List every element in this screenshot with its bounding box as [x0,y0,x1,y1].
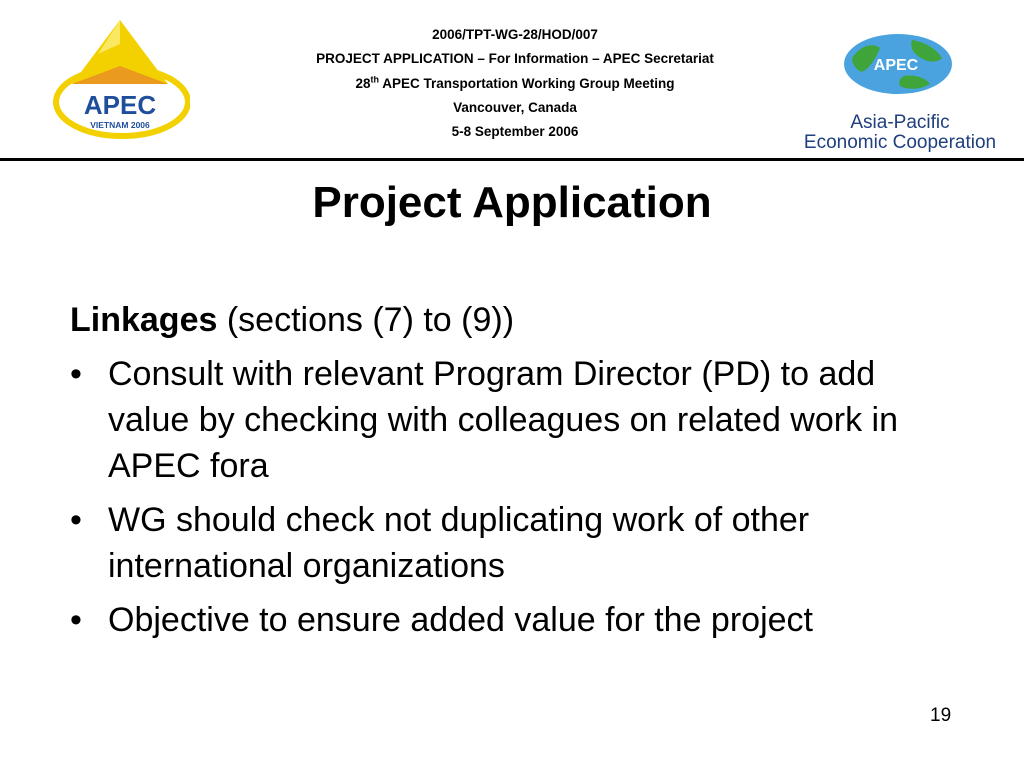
bullet-item [70,597,950,643]
bullet-item [70,497,950,589]
apec-name-line1: Asia-Pacific [850,112,950,133]
header-meeting [200,72,830,96]
header-meeting-name: APEC Transportation Working Group Meeting [379,75,675,91]
header-divider [0,158,1024,161]
vietnam-2006-logo-icon [50,14,190,144]
header-application-type: PROJECT APPLICATION – For Information – APEC Secretariat [316,51,714,67]
section-heading-rest: (sections (7) to (9)) [217,301,515,339]
header-location: Vancouver, Canada [453,99,577,115]
header-document-id: 2006/TPT-WG-28/HOD/007 [432,27,598,42]
bullet-marker: • [70,501,82,539]
header-meeting-suffix: th [370,74,379,85]
apec-name-line2: Economic Cooperation [803,132,997,153]
page-number: 19 [930,705,952,726]
header-meeting-number: 28 [355,75,371,91]
globe-apec-text: APEC [873,57,919,74]
bullet-marker: • [70,355,82,393]
slide-title: Project Application [312,178,712,227]
section-heading-bold: Linkages [70,301,218,339]
section-heading [70,297,950,343]
slide-body [70,297,950,651]
apec-globe-icon [800,28,1000,158]
bullet-text: Consult with relevant Program Director (PD) to add value by checking with colleagues on related work in APEC fora [108,355,899,485]
bullet-text: Objective to ensure added value for the project [108,601,813,639]
vietnam-logo-text: APEC [83,90,157,120]
bullet-text: WG should check not duplicating work of other international organizations [108,501,810,585]
document-header [200,23,830,144]
apec-logo [800,28,1000,158]
header-date: 5-8 September 2006 [451,124,579,140]
vietnam-logo-subtext: VIETNAM 2006 [90,120,150,130]
bullet-marker: • [70,601,82,639]
bullet-item [70,351,950,489]
apec-vietnam-2006-logo [50,14,190,144]
